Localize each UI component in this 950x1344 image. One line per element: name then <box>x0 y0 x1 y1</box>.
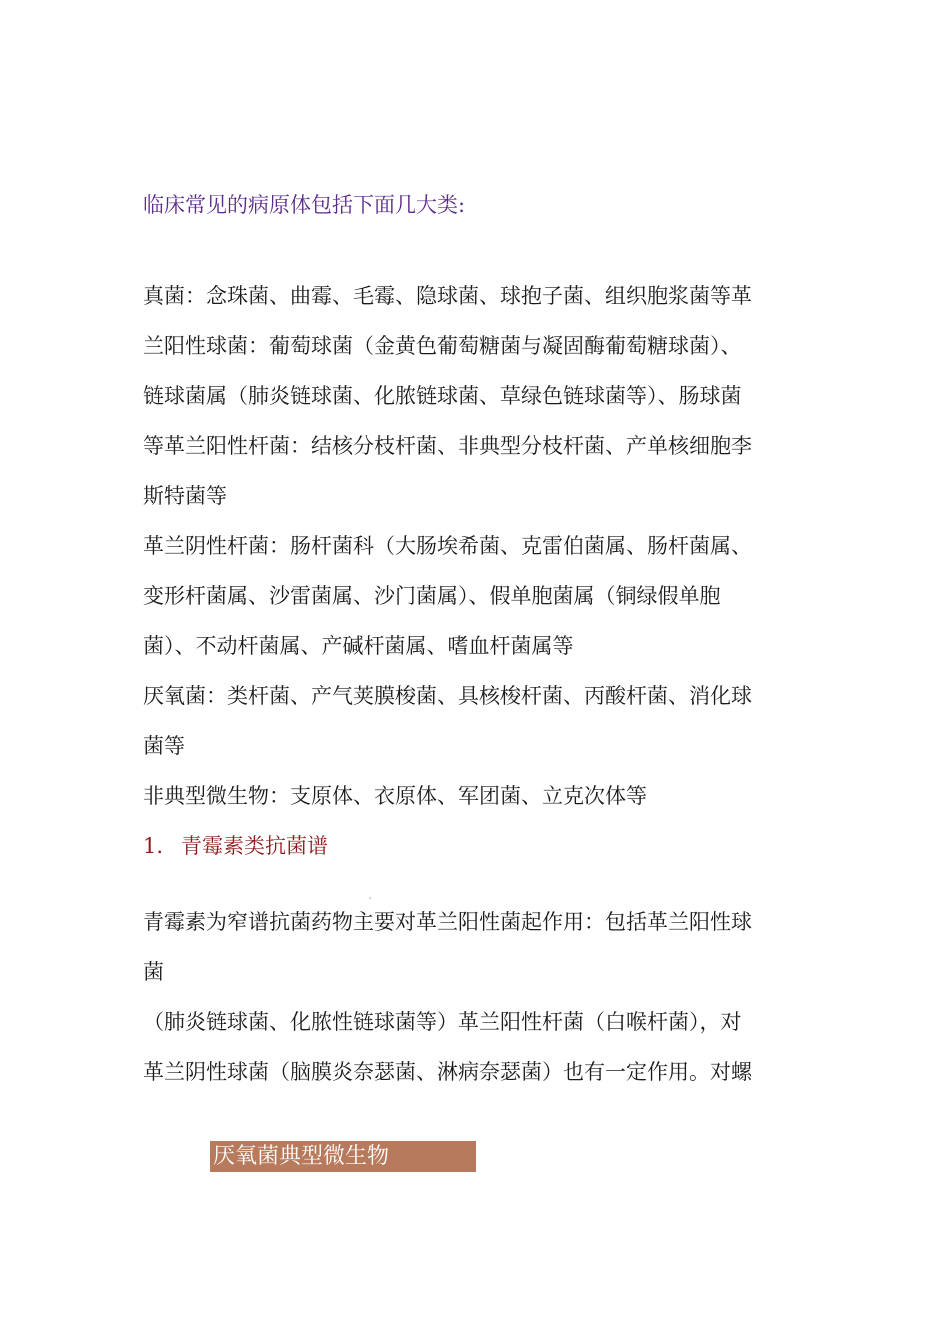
text-line: 真菌：念珠菌、曲霉、毛霉、隐球菌、球抱子菌、组织胞浆菌等革 <box>143 284 752 308</box>
text-line: 革兰阴性杆菌：肠杆菌科（大肠埃希菌、克雷伯菌属、肠杆菌属、 <box>143 534 752 558</box>
page-heading: 临床常见的病原体包括下面几大类: <box>143 193 466 217</box>
section-title <box>143 830 328 862</box>
text-line: 菌 <box>143 960 164 984</box>
stray-mark: ' <box>369 896 372 905</box>
text-line: 变形杆菌属、沙雷菌属、沙门菌属）、假单胞菌属（铜绿假单胞 <box>143 584 721 608</box>
text-line: 兰阳性球菌：葡萄球菌（金黄色葡萄糖菌与凝固酶葡萄糖球菌）、 <box>143 334 742 358</box>
text-line: 青霉素为窄谱抗菌药物主要对革兰阳性菌起作用：包括革兰阳性球 <box>143 910 752 934</box>
penicillin-spectrum-paragraph <box>143 897 813 1097</box>
text-line: 斯特菌等 <box>143 484 227 508</box>
section-title-text: 青霉素类抗菌谱 <box>181 834 328 858</box>
text-line: （肺炎链球菌、化脓性链球菌等）革兰阳性杆菌（白喉杆菌），对 <box>143 1010 742 1034</box>
highlight-banner: 厌氧菌典型微生物 <box>210 1141 476 1172</box>
text-line: 菌等 <box>143 734 185 758</box>
text-line: 非典型微生物：支原体、衣原体、军团菌、立克次体等 <box>143 784 647 808</box>
text-line: 革兰阴性球菌（脑膜炎奈瑟菌、淋病奈瑟菌）也有一定作用。对螺 <box>143 1060 752 1084</box>
text-line: 菌）、不动杆菌属、产碱杆菌属、嗜血杆菌属等 <box>143 634 574 658</box>
text-line: 链球菌属（肺炎链球菌、化脓链球菌、草绿色链球菌等）、肠球菌 <box>143 384 742 408</box>
pathogen-list-paragraph <box>143 271 813 821</box>
text-line: 等革兰阳性杆菌：结核分枝杆菌、非典型分枝杆菌、产单核细胞李 <box>143 434 752 458</box>
section-number: 1. <box>143 834 164 858</box>
text-line: 厌氧菌：类杆菌、产气荚膜梭菌、具核梭杆菌、丙酸杆菌、消化球 <box>143 684 752 708</box>
